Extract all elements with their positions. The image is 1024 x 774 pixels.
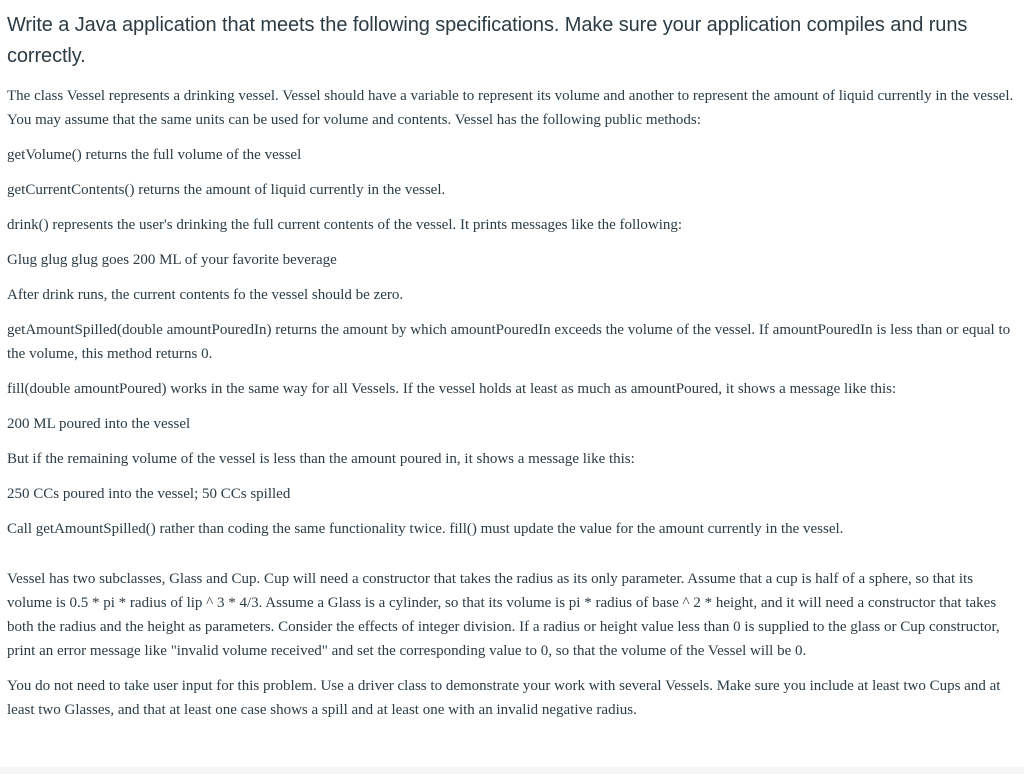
paragraph-drink-example: Glug glug glug goes 200 ML of your favorite beverage (7, 252, 337, 268)
paragraph-spill-example: 250 CCs poured into the vessel; 50 CCs spilled (7, 486, 291, 502)
bottom-edge-bar (0, 767, 1024, 774)
assignment-heading: Write a Java application that meets the following specifications. Make sure your application compiles and runs correctly. (7, 14, 968, 67)
paragraph-after-drink: After drink runs, the current contents fo the vessel should be zero. (7, 287, 404, 303)
paragraph-call-get-amount-spilled: Call getAmountSpilled() rather than coding the same functionality twice. fill() must update the value for the amount currently in the vessel. (7, 521, 844, 537)
paragraph-fill: fill(double amountPoured) works in the same way for all Vessels. If the vessel holds at least as much as amountPoured, it shows a message like this: (7, 381, 897, 397)
paragraph-get-amount-spilled: getAmountSpilled(double amountPouredIn) returns the amount by which amountPouredIn exceeds the volume of the vessel. If amountPouredIn is less than or equal to the volume, this method returns 0. (7, 322, 1011, 362)
paragraph-subclasses: Vessel has two subclasses, Glass and Cup. Cup will need a constructor that takes the radius as its only parameter. Assume that a cup is half of a sphere, so that its volume is 0.5 * pi * radius of lip ^ 3 * 4/3. Assume a Glass is a cylinder, so that its volume is pi * radius of base ^ 2 * height, and it will need a constructor that takes both the radius and the height as parameters. Consider the effects of integer division. If a radius or height value less than 0 is supplied to the glass or Cup constructor, print an error message like "invalid volume received" and set the corresponding value to 0, so that the volume of the Vessel will be 0. (7, 571, 1000, 659)
paragraph-drink: drink() represents the user's drinking the full current contents of the vessel. It prints messages like the following: (7, 217, 683, 233)
paragraph-get-volume: getVolume() returns the full volume of the vessel (7, 147, 302, 163)
paragraph-get-current-contents: getCurrentContents() returns the amount of liquid currently in the vessel. (7, 182, 446, 198)
paragraph-vessel-intro: The class Vessel represents a drinking vessel. Vessel should have a variable to represent its volume and another to represent the amount of liquid currently in the vessel. You may assume that the same units can be used for volume and contents. Vessel has the following public methods: (7, 88, 1014, 128)
paragraph-spill-condition: But if the remaining volume of the vessel is less than the amount poured in, it shows a message like this: (7, 451, 635, 467)
paragraph-fill-example: 200 ML poured into the vessel (7, 416, 191, 432)
paragraph-driver-class: You do not need to take user input for this problem. Use a driver class to demonstrate your work with several Vessels. Make sure you include at least two Cups and at least two Glasses, and that at least one case shows a spill and at least one with an invalid negative radius. (7, 678, 1001, 718)
assignment-content (7, 10, 1019, 733)
